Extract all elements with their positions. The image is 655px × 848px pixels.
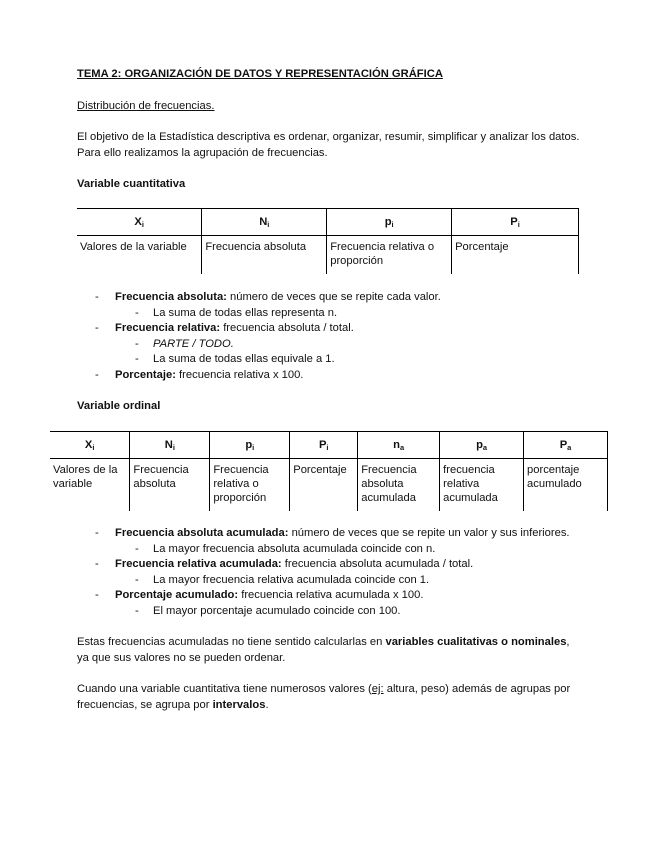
header-xi: $X_i$ [50, 432, 130, 459]
list-item: - Porcentaje: frecuencia relativa x 100. [95, 368, 304, 381]
table-cell: Frecuencia absoluta [202, 236, 327, 274]
list-item: - El mayor porcentaje acumulado coincide con 100. [135, 604, 401, 617]
heading-variable-cuantitativa: Variable cuantitativa [77, 178, 186, 190]
definitions-list-2 [95, 526, 570, 619]
section-subtitle: Distribución de frecuencias. [77, 100, 215, 112]
table-cell: Valores de la variable [50, 459, 130, 511]
list-item: - La suma de todas ellas representa n. [135, 306, 338, 319]
header-pi: $p_i$ [327, 209, 452, 236]
table-cell: Porcentaje [452, 236, 579, 274]
closing-paragraph-1: Estas frecuencias acumuladas no tiene sentido calcularlas en variables cualitativas o nominales, ya que sus valores no se pueden ordenar. [77, 636, 570, 664]
header-Pi: $P_i$ [452, 209, 579, 236]
header-Pa: $P_a$ [524, 432, 608, 459]
page-title: TEMA 2: ORGANIZACIÓN DE DATOS Y REPRESENTACIÓN GRÁFICA [77, 68, 443, 80]
table-cell: frecuencia relativa acumulada [440, 459, 524, 511]
frequency-table-quantitative [77, 208, 579, 274]
heading-variable-ordinal: Variable ordinal [77, 400, 161, 412]
list-item: - PARTE / TODO. [135, 337, 234, 350]
intro-line-2: Para ello realizamos la agrupación de frecuencias. [77, 146, 328, 159]
list-item: - Frecuencia absoluta: número de veces que se repite cada valor. [95, 291, 441, 303]
table-cell: Porcentaje [290, 459, 358, 511]
table-cell: Frecuencia absoluta [130, 459, 210, 511]
list-item: - Frecuencia relativa: frecuencia absoluta / total. [95, 322, 354, 334]
table-cell: Valores de la variable [77, 236, 202, 274]
header-ni: $N_i$ [202, 209, 327, 236]
header-pi: $p_i$ [210, 432, 290, 459]
table-cell: Frecuencia absoluta acumulada [358, 459, 440, 511]
intro-line-1: El objetivo de la Estadística descriptiva es ordenar, organizar, resumir, simplificar y analizar los datos. [77, 131, 580, 143]
list-item: - La mayor frecuencia absoluta acumulada coincide con n. [135, 542, 436, 555]
header-Pi: $P_i$ [290, 432, 358, 459]
table-cell: Frecuencia relativa o proporción [327, 236, 452, 274]
table-cell: Frecuencia relativa o proporción [210, 459, 290, 511]
table-cell: porcentaje acumulado [524, 459, 608, 511]
definitions-list-1 [95, 290, 441, 383]
header-ni: $N_i$ [130, 432, 210, 459]
header-na: $n_a$ [358, 432, 440, 459]
list-item: - La suma de todas ellas equivale a 1. [135, 353, 335, 365]
list-item: - La mayor frecuencia relativa acumulada coincide con 1. [135, 573, 430, 586]
list-item: - Frecuencia relativa acumulada: frecuencia absoluta acumulada / total. [95, 558, 474, 570]
list-item: - Frecuencia absoluta acumulada: número de veces que se repite un valor y sus inferiores. [95, 527, 570, 539]
frequency-table-ordinal [50, 431, 608, 511]
list-item: - Porcentaje acumulado: frecuencia relativa acumulada x 100. [95, 589, 424, 601]
intro-paragraph [77, 130, 579, 161]
closing-paragraph-2: Cuando una variable cuantitativa tiene numerosos valores (ej: altura, peso) además de agrupas por frecuencias, se agrupa por intervalos. [77, 683, 571, 711]
header-pa: $p_a$ [440, 432, 524, 459]
header-xi: $X_i$ [77, 209, 202, 236]
